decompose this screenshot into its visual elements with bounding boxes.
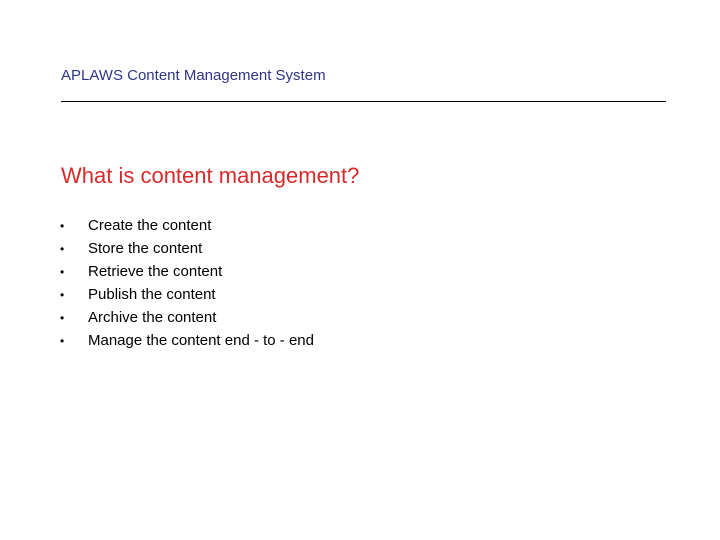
list-item [60, 214, 314, 237]
list-item [60, 283, 314, 306]
list-item-text: Store the content [88, 240, 203, 257]
list-item [60, 329, 314, 352]
bullet-list [60, 214, 314, 352]
bullet-icon: • [60, 219, 65, 233]
list-item-text: Retrieve the content [88, 263, 223, 280]
header-title: APLAWS Content Management System [61, 67, 326, 84]
bullet-icon: • [60, 242, 65, 256]
list-item-text: Archive the content [88, 309, 217, 326]
list-item-text: Create the content [88, 217, 212, 234]
bullet-icon: • [60, 288, 65, 302]
bullet-icon: • [60, 265, 65, 279]
slide-heading: What is content management? [61, 163, 360, 188]
list-item-text: Manage the content end - to - end [88, 332, 314, 349]
header-divider [61, 101, 666, 102]
list-item [60, 237, 314, 260]
list-item [60, 306, 314, 329]
list-item [60, 260, 314, 283]
bullet-icon: • [60, 334, 65, 348]
list-item-text: Publish the content [88, 286, 216, 303]
bullet-icon: • [60, 311, 65, 325]
